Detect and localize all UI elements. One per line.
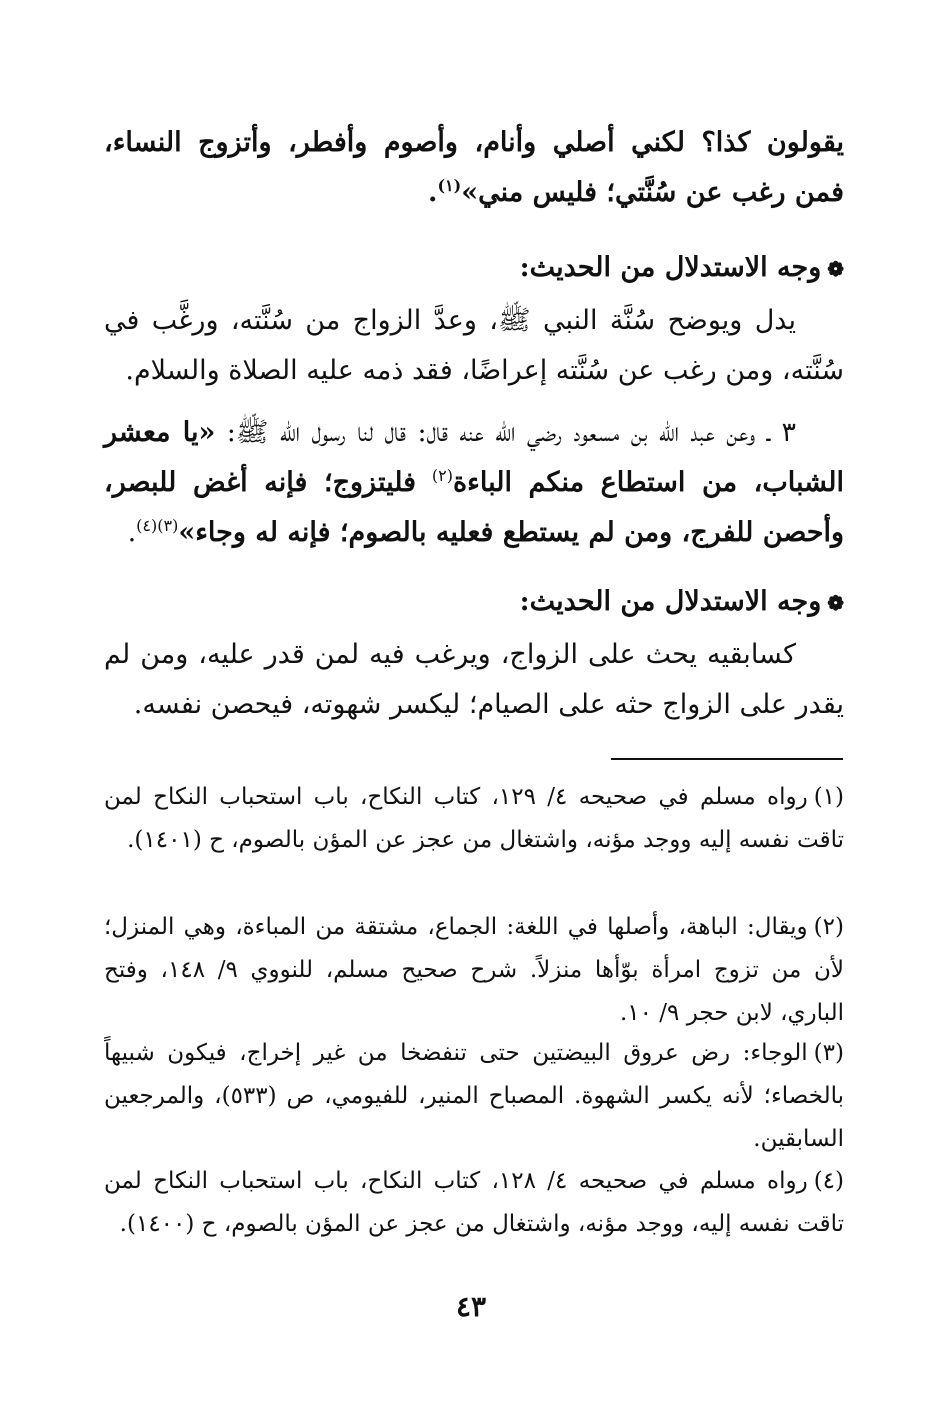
hadith-ending-text: يقولون كذا؟ لكني أصلي وأنام، وأصوم وأفطر، وأتزوج النساء، فمن رغب عن سُنَّتي؛ فليس مني» xyxy=(104,127,844,208)
footnote-3 xyxy=(104,1032,844,1161)
paragraph-hadith-ending: يقولون كذا؟ لكني أصلي وأنام، وأصوم وأفطر، وأتزوج النساء، فمن رغب عن سُنَّتي؛ فليس مني»$^{(١)}$. xyxy=(104,127,844,208)
footnote-2-number: (٢) xyxy=(813,914,844,940)
footnote-3-number: (٣) xyxy=(813,1040,844,1066)
section-heading-1-text: وجه الاستدلال من الحديث: xyxy=(519,252,822,283)
section-heading-1 xyxy=(104,248,844,289)
flower-bullet-icon: ❁ xyxy=(827,257,844,281)
paragraph-explanation-2: كسابقيه يحث على الزواج، ويرغب فيه لمن قدر عليه، ومن لم يقدر على الزواج حثه على الصيام؛ ليكسر شهوته، فيحصن نفسه. xyxy=(104,639,844,720)
page-number: ٤٣ xyxy=(455,1290,487,1323)
section-heading-2 xyxy=(104,582,844,623)
footnote-separator xyxy=(611,758,843,760)
footnote-1-number: (١) xyxy=(813,784,845,810)
footnote-1-text: رواه مسلم في صحيحه ٤/ ١٢٩، كتاب النكاح، باب استحباب النكاح لمن تاقت نفسه إليه ووجد مؤنه، واشتغال من عجز عن المؤن بالصوم، ح (١٤٠١). xyxy=(104,784,844,853)
footnote-4-number: (٤) xyxy=(813,1168,845,1194)
footnote-ref-1: (١) xyxy=(437,176,462,195)
footnote-ref-2: (٢) xyxy=(431,466,453,485)
footnote-2-text: ويقال: الباهة، وأصلها في اللغة: الجماع، مشتقة من المباءة، وهي المنزل؛ لأن من تزوج امرأة بوّأها منزلاً. شرح صحيح مسلم، للنووي ٩/ ١٤٨، وفتح الباري، لابن حجر ٩/ ١٠. xyxy=(104,914,845,1026)
section-heading-2-text: وجه الاستدلال من الحديث: xyxy=(519,586,822,617)
footnote-2 xyxy=(104,906,844,1035)
footnote-ref-3-4: (٣)(٤) xyxy=(136,516,179,535)
footnote-1 xyxy=(104,776,844,862)
hadith-3-text-b: فليتزوج؛ فإنه أغض للبصر، وأحصن للفرج، ومن لم يستطع فعليه بالصوم؛ فإنه له وجاء» xyxy=(104,467,844,548)
paragraph-explanation-1: يدل ويوضح سُنَّة النبي ﷺ، وعدَّ الزواج من سُنَّته، ورغَّب في سُنَّته، ومن رغب عن سُنَّته إعراضًا، فقد ذمه عليه الصلاة والسلام. xyxy=(104,305,844,386)
footnote-4-text: رواه مسلم في صحيحه ٤/ ١٢٨، كتاب النكاح، باب استحباب النكاح لمن تاقت نفسه إليه، ووجد مؤنه، واشتغال من عجز عن المؤن بالصوم، ح (١٤٠٠). xyxy=(104,1168,844,1237)
hadith-3-text-a: «يا معشر الشباب، من استطاع منكم الباءة xyxy=(104,417,844,498)
flower-bullet-icon: ❁ xyxy=(827,591,844,615)
footnote-3-text: الوجاء: رض عروق البيضتين حتى تنفضخا من غير إخراج، فيكون شبيهاً بالخصاء؛ لأنه يكسر الشهوة. المصباح المنير، للفيومي، ص (٥٣٣)، والمرجعين السابقين. xyxy=(104,1040,844,1152)
hadith-3-intro: ٣ ـ وعن عبد الله بن مسعود رضي الله عنه قال: قال لنا رسول الله ﷺ: xyxy=(226,417,797,448)
paragraph-hadith-3: ٣ ـ وعن عبد الله بن مسعود رضي الله عنه قال: قال لنا رسول الله ﷺ: «يا معشر الشباب، من استطاع منكم الباءة$^{(٢)}$ فليتزوج؛ فإنه أغض للبصر، وأحصن للفرج، ومن لم يستطع فعليه بالصوم؛ فإنه له وجاء»$^{(٣)(٤)}$. xyxy=(104,417,844,548)
footnote-4 xyxy=(104,1160,844,1246)
